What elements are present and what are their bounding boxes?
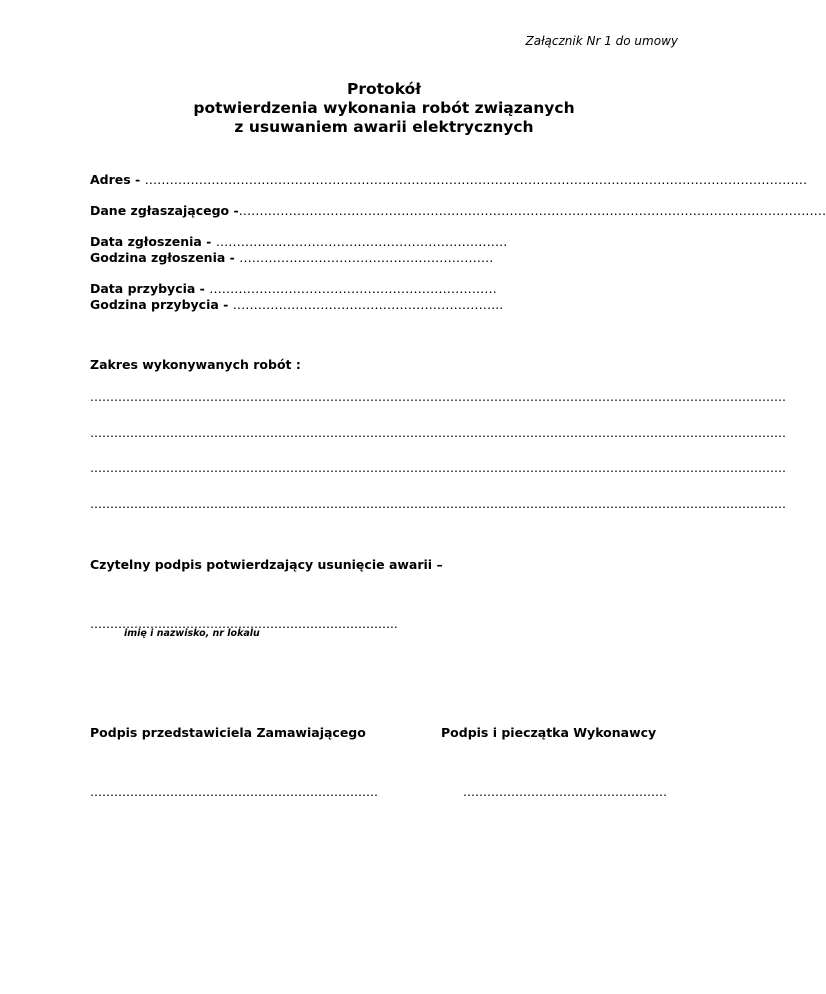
signature-caption: imię i nazwisko, nr lokalu: [124, 628, 260, 639]
report-date-label: Data zgłoszenia -: [90, 234, 216, 249]
title-line-3: z usuwaniem awarii elektrycznych: [234, 118, 534, 136]
contractor-signature-label: Podpis i pieczątka Wykonawcy: [441, 725, 657, 740]
contractor-signature-line[interactable]: ……………………………………………: [463, 785, 667, 799]
document-title: [0, 80, 768, 137]
arrival-time-dots: ………………………………………………………..: [232, 297, 504, 312]
report-time-field[interactable]: [90, 250, 493, 265]
arrival-date-field[interactable]: [90, 281, 497, 296]
address-dots: ……………………………………………………………………………………………………………………………………………: [144, 172, 808, 187]
client-signature-label: Podpis przedstawiciela Zamawiającego: [90, 725, 366, 740]
reporter-field[interactable]: [90, 203, 826, 218]
report-time-label: Godzina zgłoszenia -: [90, 250, 240, 265]
scope-line-3[interactable]: …………………………………………………………………………………………………………………………………………………………: [90, 461, 786, 475]
scope-line-4[interactable]: …………………………………………………………………………………………………………………………………………………………: [90, 497, 786, 511]
report-date-field[interactable]: [90, 234, 507, 249]
reporter-label: Dane zgłaszającego -: [90, 203, 239, 218]
arrival-date-dots: ……………………………………………………………: [209, 281, 497, 296]
arrival-time-field[interactable]: [90, 297, 503, 312]
reporter-dots: ……………………………………………………………………………………………………………………………: [238, 203, 826, 218]
arrival-time-label: Godzina przybycia -: [90, 297, 233, 312]
address-label: Adres -: [90, 172, 145, 187]
arrival-date-label: Data przybycia -: [90, 281, 210, 296]
scope-line-2[interactable]: …………………………………………………………………………………………………………………………………………………………: [90, 426, 786, 440]
annex-note: Załącznik Nr 1 do umowy: [525, 34, 678, 48]
scope-line-1[interactable]: …………………………………………………………………………………………………………………………………………………………: [90, 390, 786, 404]
confirmation-signature-heading: Czytelny podpis potwierdzający usunięcie awarii –: [90, 557, 443, 572]
title-line-1: Protokół: [346, 80, 421, 98]
title-line-2: potwierdzenia wykonania robót związanych: [193, 99, 575, 117]
client-signature-line[interactable]: ………………………………………………………………: [90, 785, 378, 799]
report-time-dots: …………………………………………………….: [239, 250, 494, 265]
confirmation-signature-line[interactable]: …………………………………………………………………..: [90, 617, 398, 631]
scope-heading: Zakres wykonywanych robót :: [90, 357, 301, 372]
report-date-dots: …………………………………………………………….: [215, 234, 508, 249]
address-field[interactable]: [90, 172, 807, 187]
